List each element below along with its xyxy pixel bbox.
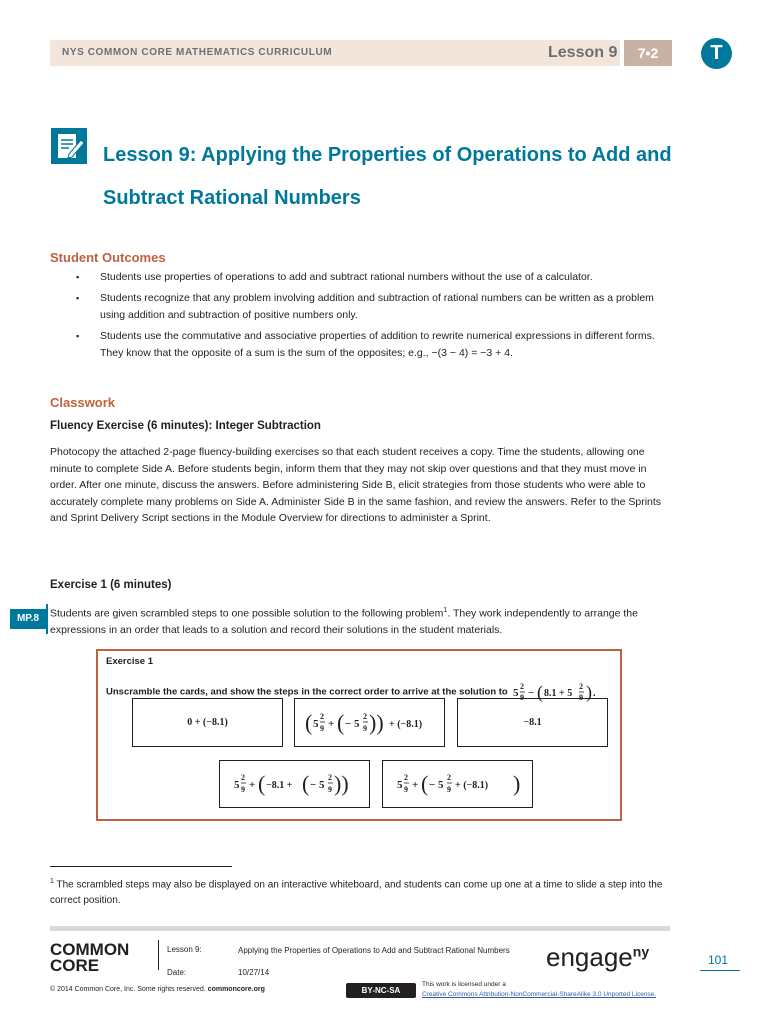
svg-text:2: 2 (319, 711, 324, 721)
exercise-text-a: Students are given scrambled steps to one possible solution to the following problem (50, 607, 444, 620)
classwork-heading: Classwork (50, 395, 116, 410)
engage-text: engage (546, 942, 633, 972)
card-2-expression (305, 708, 435, 738)
instruction-text: Unscramble the cards, and show the steps in the correct order to arrive at the solution to (106, 686, 508, 698)
svg-text:): ) (512, 771, 520, 796)
svg-text:−: − (528, 687, 535, 699)
exercise-label: Exercise 1 (106, 656, 154, 667)
header-module: 7•2 (624, 40, 672, 66)
license-link[interactable]: Creative Commons Attribution-NonCommercial-ShareAlike 3.0 Unported License. (422, 991, 657, 998)
footnote-number: 1 (50, 878, 54, 885)
footer-lesson-label: Lesson 9: (167, 945, 202, 954)
bullet-icon: ▪ (76, 293, 80, 303)
footer-date-label: Date: (167, 968, 187, 977)
outcome-item: Students recognize that any problem involving addition and subtraction of rational numbers can be written as a problem using addition and subtraction of positive numbers only. (100, 292, 654, 321)
svg-text:(: ( (420, 771, 428, 796)
title-line-1: Lesson 9: Applying the Properties of Operations to Add and (103, 144, 672, 166)
svg-text:9: 9 (403, 785, 408, 794)
svg-text:9: 9 (240, 785, 245, 794)
scramble-card-4[interactable] (219, 760, 370, 808)
svg-text:9: 9 (579, 693, 584, 702)
common-core-logo (50, 942, 129, 974)
svg-text:8.1 + 5: 8.1 + 5 (544, 688, 573, 699)
mp-line (46, 604, 48, 634)
svg-text:2: 2 (520, 682, 525, 691)
fluency-heading: Fluency Exercise (6 minutes): Integer Subtraction (50, 420, 321, 432)
lesson-title (103, 134, 703, 220)
svg-text:9: 9 (327, 785, 332, 794)
svg-text:(: ( (257, 771, 265, 796)
svg-text:+: + (411, 779, 418, 791)
svg-text:+: + (248, 779, 255, 791)
footer-lesson-title: Applying the Properties of Operations to Add and Subtract Rational Numbers (238, 946, 510, 955)
fluency-text: Photocopy the attached 2-page fluency-building exercises so that each student receives a copy. Time the students, allowing one minute to complete Side A. Before students begin, inform them that they may not skip over questions and that they must move in order. After one minute, discuss the answers. Before administering Side B, elicit strategies from those students who were able to accurately complete many problems on Side A. Administer Side B in the same fashion, and review the answers. Refer to the Sprints and Sprint Delivery Script sections in the Module Overview for directions to administer a Sprint. (50, 446, 662, 525)
card-5-tail: + (−8.1) (454, 780, 488, 791)
svg-text:2: 2 (240, 773, 245, 782)
footnote (50, 874, 690, 909)
svg-text:2: 2 (327, 773, 332, 782)
mp-tag: MP.8 (10, 609, 46, 629)
card-5-expression (393, 769, 523, 799)
footer-rule (50, 926, 670, 931)
svg-text:5: 5 (312, 717, 318, 730)
engage-sup: ny (632, 943, 650, 960)
svg-text:(: ( (336, 709, 344, 735)
cc-license-badge: BY-NC-SA (346, 983, 416, 998)
footer-copyright (50, 986, 265, 993)
svg-text:− 5: − 5 (309, 779, 325, 791)
logo-line-1: COMMON (50, 940, 130, 959)
svg-text:+: + (327, 717, 334, 730)
svg-text:9: 9 (362, 723, 367, 733)
scramble-card-2[interactable] (294, 698, 445, 747)
site-link[interactable]: commoncore.org (207, 986, 265, 993)
outcome-item: Students use the commutative and associative properties of addition to rewrite numerical expressions in different forms. They know that the opposite of a sum is the sum of the opposites; e.g., −(3 − 4) = −3 + 4. (100, 330, 655, 359)
svg-text:2: 2 (362, 711, 367, 721)
svg-text:9: 9 (446, 785, 451, 794)
outcomes-heading: Student Outcomes (50, 250, 166, 265)
svg-text:5: 5 (396, 779, 402, 791)
page-number: 101 (708, 953, 729, 967)
svg-text:2: 2 (446, 773, 451, 782)
footnote-ref: 1 (443, 607, 448, 614)
scramble-card-5[interactable] (382, 760, 533, 808)
logo-line-2: CORE (50, 956, 100, 975)
svg-text:2: 2 (579, 682, 584, 691)
curriculum-label: NYS COMMON CORE MATHEMATICS CURRICULUM (62, 47, 333, 58)
footnote-text: The scrambled steps may also be displayed on an interactive whiteboard, and students can come up one at a time to slide a step into the correct position. (50, 879, 663, 907)
outcome-item: Students use properties of operations to add and subtract rational numbers without the use of a calculator. (100, 271, 593, 283)
exercise-heading: Exercise 1 (6 minutes) (50, 579, 172, 591)
page-number-rule (700, 970, 740, 971)
svg-text:)): )) (333, 771, 349, 796)
svg-text:9: 9 (319, 723, 324, 733)
svg-text:(: ( (301, 771, 309, 796)
svg-text:)): )) (368, 709, 384, 735)
svg-text:5: 5 (513, 687, 519, 699)
footer-divider (158, 940, 159, 970)
svg-text:5: 5 (233, 779, 239, 791)
svg-text:2: 2 (403, 773, 408, 782)
card-4-middle: −8.1 + (265, 780, 292, 791)
engageny-logo (546, 942, 649, 973)
footer-date: 10/27/14 (238, 968, 270, 977)
card-2-tail: + (−8.1) (388, 718, 422, 730)
exercise-text (50, 603, 672, 639)
bullet-icon: ▪ (76, 331, 80, 341)
scramble-card-3[interactable]: −8.1 (457, 698, 608, 747)
svg-text:9: 9 (520, 693, 525, 702)
svg-text:− 5: − 5 (428, 779, 444, 791)
bullet-icon: ▪ (76, 272, 80, 282)
svg-text:(: ( (537, 682, 544, 702)
svg-text:(: ( (304, 709, 312, 735)
svg-text:): ) (586, 682, 593, 702)
svg-text:.: . (593, 688, 596, 699)
notepad-pencil-icon (51, 128, 87, 164)
card-4-expression (230, 769, 360, 799)
title-line-2: Subtract Rational Numbers (103, 187, 361, 209)
copyright-text: © 2014 Common Core, Inc. Some rights reserved. (50, 986, 206, 993)
exercise-text-b: . They work independently to arrange the expressions in an order that leads to a solution and record their solutions in the student materials. (50, 607, 638, 637)
footnote-rule (50, 866, 232, 867)
license-text: This work is licensed under a (422, 981, 506, 988)
header-lesson: Lesson 9 (548, 44, 618, 61)
scramble-card-1[interactable]: 0 + (−8.1) (132, 698, 283, 747)
teacher-badge: T (701, 38, 732, 69)
svg-text:− 5: − 5 (344, 717, 360, 730)
